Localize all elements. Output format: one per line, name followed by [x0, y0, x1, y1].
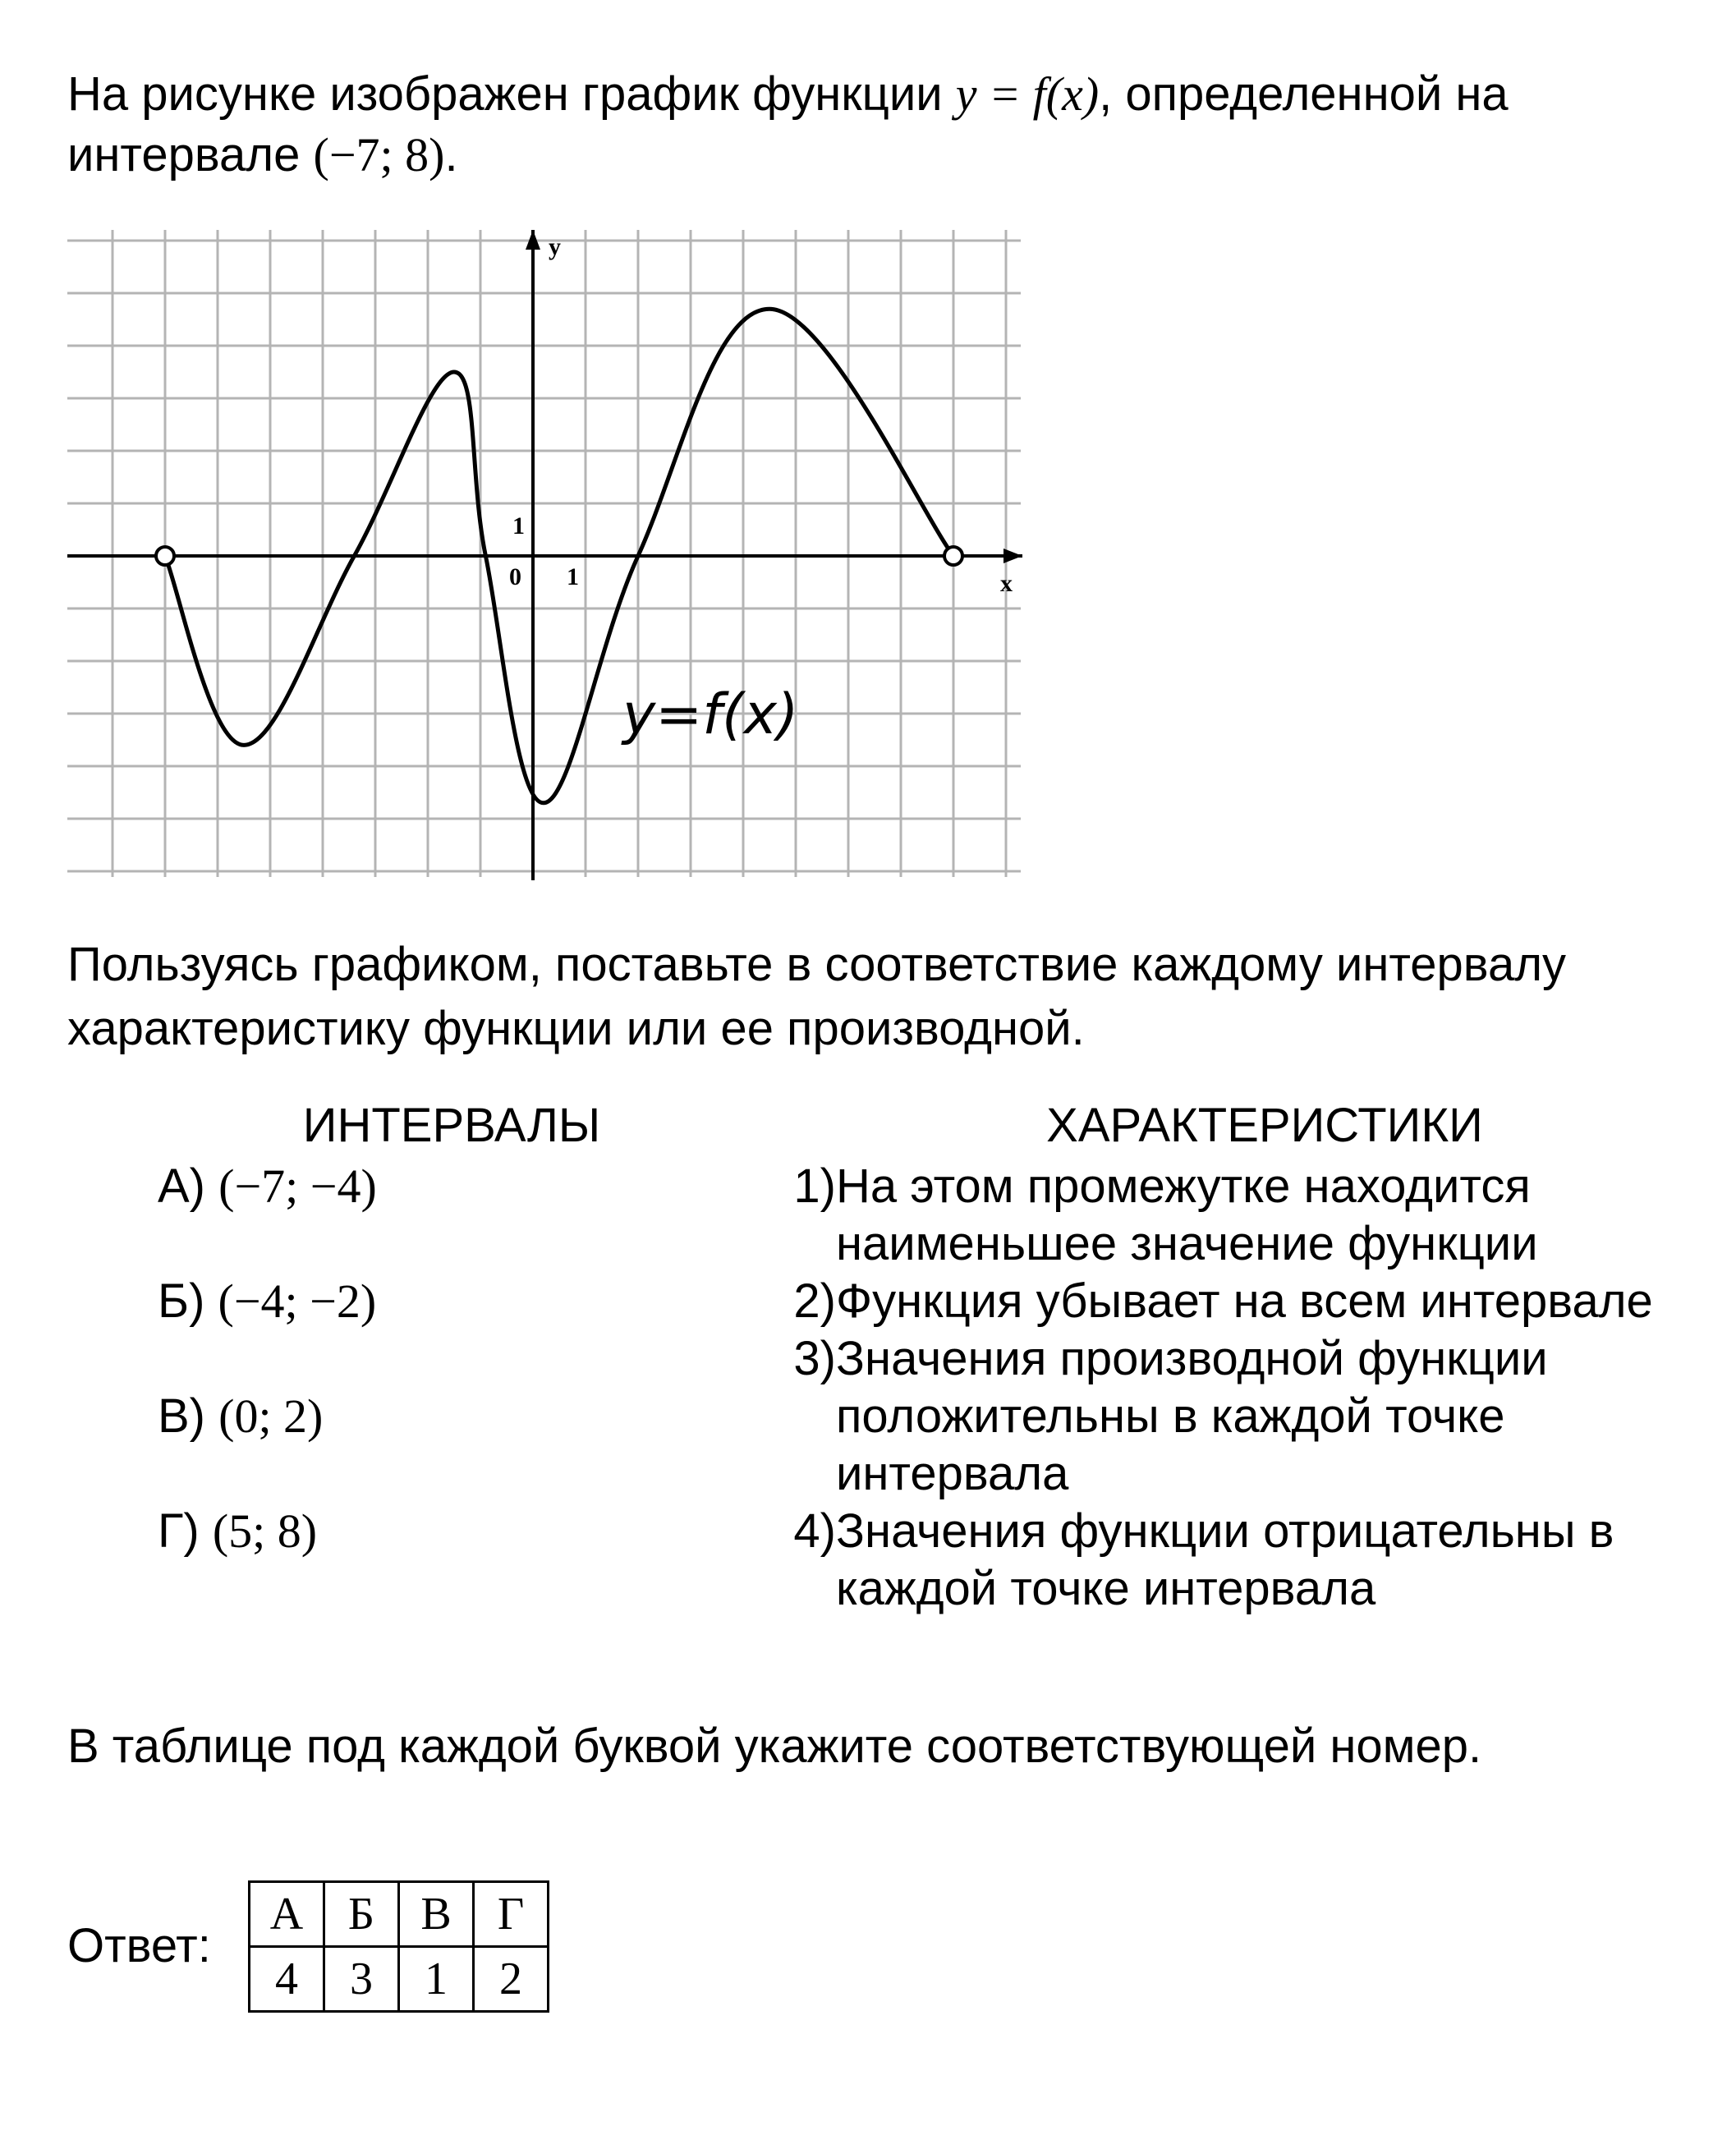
answer-letter-g: Г [474, 1882, 549, 1947]
curve-label: y=f(x) [622, 682, 799, 747]
interval-range: (−7; −4) [218, 1159, 377, 1213]
answer-values-row [250, 1947, 549, 2012]
task-text: Пользуясь графиком, поставьте в соответствие каждому интервалу характеристику функции или ее производной. [67, 938, 1567, 1055]
answer-value-a[interactable]: 4 [250, 1947, 324, 2012]
instruction-text: В таблице под каждой буквой укажите соответствующей номер. [67, 1719, 1482, 1773]
interval-letter: Г) [158, 1504, 200, 1558]
x-axis-label: x [1000, 570, 1013, 597]
interval-range: (0; 2) [218, 1389, 324, 1443]
answer-table [248, 1880, 549, 2013]
answer-letter-b: Б [324, 1882, 399, 1947]
characteristic-2-number: 2) [793, 1274, 836, 1328]
characteristic-1-text: На этом промежутке находится наименьшее значение функции [836, 1159, 1538, 1270]
intro-formula: y = f(x) [955, 67, 1100, 121]
interval-b [158, 1273, 376, 1330]
intro-interval: (−7; 8) [313, 128, 445, 181]
interval-v [158, 1388, 323, 1445]
characteristic-3-text: Значения производной функции положительны в каждой точке интервала [836, 1332, 1548, 1500]
interval-letter: А) [158, 1159, 205, 1213]
x-axis-arrow [1003, 549, 1022, 563]
interval-range: (−4; −2) [218, 1274, 377, 1328]
graph-axes [67, 230, 1022, 880]
answer-letters-row [250, 1882, 549, 1947]
characteristic-1-number: 1) [793, 1159, 836, 1213]
interval-a [158, 1158, 377, 1215]
intro-part3: . [444, 128, 458, 181]
open-endpoint-right [944, 547, 962, 565]
answer-label: Ответ: [67, 1919, 211, 1972]
interval-letter: В) [158, 1389, 205, 1443]
answer-value-b[interactable]: 3 [324, 1947, 399, 2012]
interval-g [158, 1503, 317, 1560]
y-unit-label: 1 [512, 512, 525, 539]
characteristic-3-number: 3) [793, 1332, 836, 1385]
interval-letter: Б) [158, 1274, 205, 1328]
answer-value-g[interactable]: 2 [474, 1947, 549, 2012]
intervals-header: ИНТЕРВАЛЫ [302, 1099, 601, 1152]
characteristics-header: ХАРАКТЕРИСТИКИ [1046, 1099, 1483, 1152]
origin-label: 0 [509, 563, 521, 590]
interval-range: (5; 8) [212, 1504, 318, 1558]
characteristic-4-text: Значения функции отрицательны в каждой точке интервала [836, 1504, 1614, 1615]
function-graph [0, 0, 1736, 903]
answer-value-v[interactable]: 1 [399, 1947, 474, 2012]
answer-letter-v: В [399, 1882, 474, 1947]
open-endpoint-left [156, 547, 174, 565]
intro-part2: , определенной на интервале [67, 67, 1509, 181]
intro-part1: На рисунке изображен график функции [67, 67, 956, 121]
x-unit-label: 1 [567, 563, 579, 590]
graph-grid [67, 230, 1021, 877]
characteristic-2-text: Функция убывает на всем интервале [836, 1274, 1653, 1328]
y-axis-label: y [549, 233, 561, 260]
answer-letter-a: А [250, 1882, 324, 1947]
characteristic-4-number: 4) [793, 1504, 836, 1558]
